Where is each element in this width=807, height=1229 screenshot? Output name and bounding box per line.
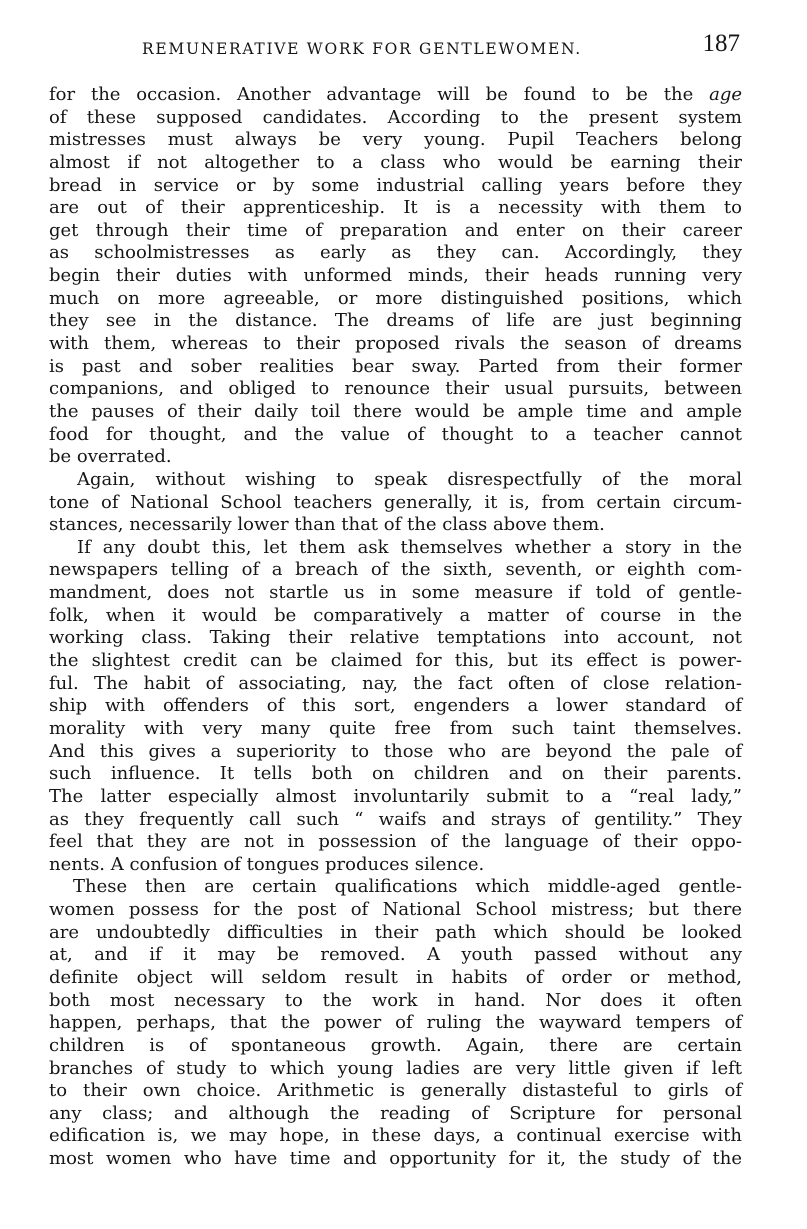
text-line: ship with offenders of this sort, engenders a lower standard of [49, 695, 742, 717]
text-line: much on more agreeable, or more distinguished positions, which [49, 287, 742, 309]
text-line: are out of their apprenticeship. It is a necessity with them to [49, 197, 742, 219]
text-line: bread in service or by some industrial calling years before they [49, 174, 742, 196]
text-line: edification is, we may hope, in these days, a continual exercise with [49, 1125, 742, 1147]
text-line: children is of spontaneous growth. Again, there are certain [49, 1034, 742, 1056]
text-line: food for thought, and the value of thought to a teacher cannot [49, 423, 742, 445]
text-line: feel that they are not in possession of the language of their oppo- [49, 831, 742, 853]
text-line: The latter especially almost involuntarily submit to a “real lady,” [49, 785, 742, 807]
page-number: 187 [702, 30, 740, 57]
text-line: nents. A confusion of tongues produces silence. [49, 853, 485, 875]
text-line: mistresses must always be very young. Pupil Teachers belong [49, 129, 742, 151]
text-line: stances, necessarily lower than that of the class above them. [49, 514, 605, 536]
text-line: ful. The habit of associating, nay, the fact often of close relation- [49, 672, 742, 694]
text-line: they see in the distance. The dreams of life are just beginning [49, 310, 742, 332]
text-line: mandment, does not startle us in some measure if told of gentle- [49, 582, 742, 604]
text-line: of these supposed candidates. According to the present system [49, 106, 742, 128]
text-line: are undoubtedly difficulties in their path which should be looked [49, 921, 742, 943]
running-header [46, 30, 746, 64]
text-line: as they frequently call such “ waifs and strays of gentility.” They [49, 808, 742, 830]
text-line: most women who have time and opportunity for it, the study of the [49, 1148, 742, 1170]
running-title: REMUNERATIVE WORK FOR GENTLEWOMEN. [142, 40, 582, 58]
text-line: definite object will seldom result in habits of order or method, [49, 966, 742, 988]
italic-word: age [709, 84, 742, 105]
text-line: the pauses of their daily toil there would be ample time and ample [49, 400, 742, 422]
text-line: happen, perhaps, that the power of ruling the wayward tempers of [49, 1012, 742, 1034]
text-line: both most necessary to the work in hand. Nor does it often [49, 989, 742, 1011]
text-line: with them, whereas to their proposed rivals the season of dreams [49, 333, 742, 355]
text-line: is past and sober realities bear sway. Parted from their former [49, 355, 742, 377]
text-line: as schoolmistresses as early as they can. Accordingly, they [49, 242, 742, 264]
text-line-fragment: for the occasion. Another advantage will be found to be the [49, 84, 694, 105]
text-line: If any doubt this, let them ask themselves whether a story in the [77, 536, 742, 558]
text-line: get through their time of preparation and enter on their career [49, 219, 742, 241]
text-line: newspapers telling of a breach of the sixth, seventh, or eighth com- [49, 559, 742, 581]
text-line: at, and if it may be removed. A youth passed without any [49, 944, 742, 966]
text-line: tone of National School teachers generally, it is, from certain circum- [49, 491, 742, 513]
body-text [49, 84, 742, 1171]
text-line: be overrated. [49, 446, 172, 468]
text-line: folk, when it would be comparatively a matter of course in the [49, 604, 742, 626]
text-line: to their own choice. Arithmetic is generally distasteful to girls of [49, 1080, 742, 1102]
text-line: almost if not altogether to a class who would be earning their [49, 151, 742, 173]
text-line: the slightest credit can be claimed for this, but its effect is power- [49, 650, 742, 672]
text-line: begin their duties with unformed minds, their heads running very [49, 265, 742, 287]
text-line: And this gives a superiority to those who are beyond the pale of [49, 740, 742, 762]
text-line: morality with very many quite free from such taint themselves. [49, 717, 742, 739]
text-line: These then are certain qualifications which middle-aged gentle- [73, 876, 742, 898]
text-line: companions, and obliged to renounce their usual pursuits, between [49, 378, 742, 400]
text-line: such influence. It tells both on children and on their parents. [49, 763, 742, 785]
text-line: Again, without wishing to speak disrespectfully of the moral [77, 468, 742, 490]
text-line: women possess for the post of National School mistress; but there [49, 899, 742, 921]
text-line: working class. Taking their relative temptations into account, not [49, 627, 742, 649]
text-line: branches of study to which young ladies are very little given if left [49, 1057, 742, 1079]
text-line: any class; and although the reading of Scripture for personal [49, 1102, 742, 1124]
text-line [49, 84, 742, 107]
